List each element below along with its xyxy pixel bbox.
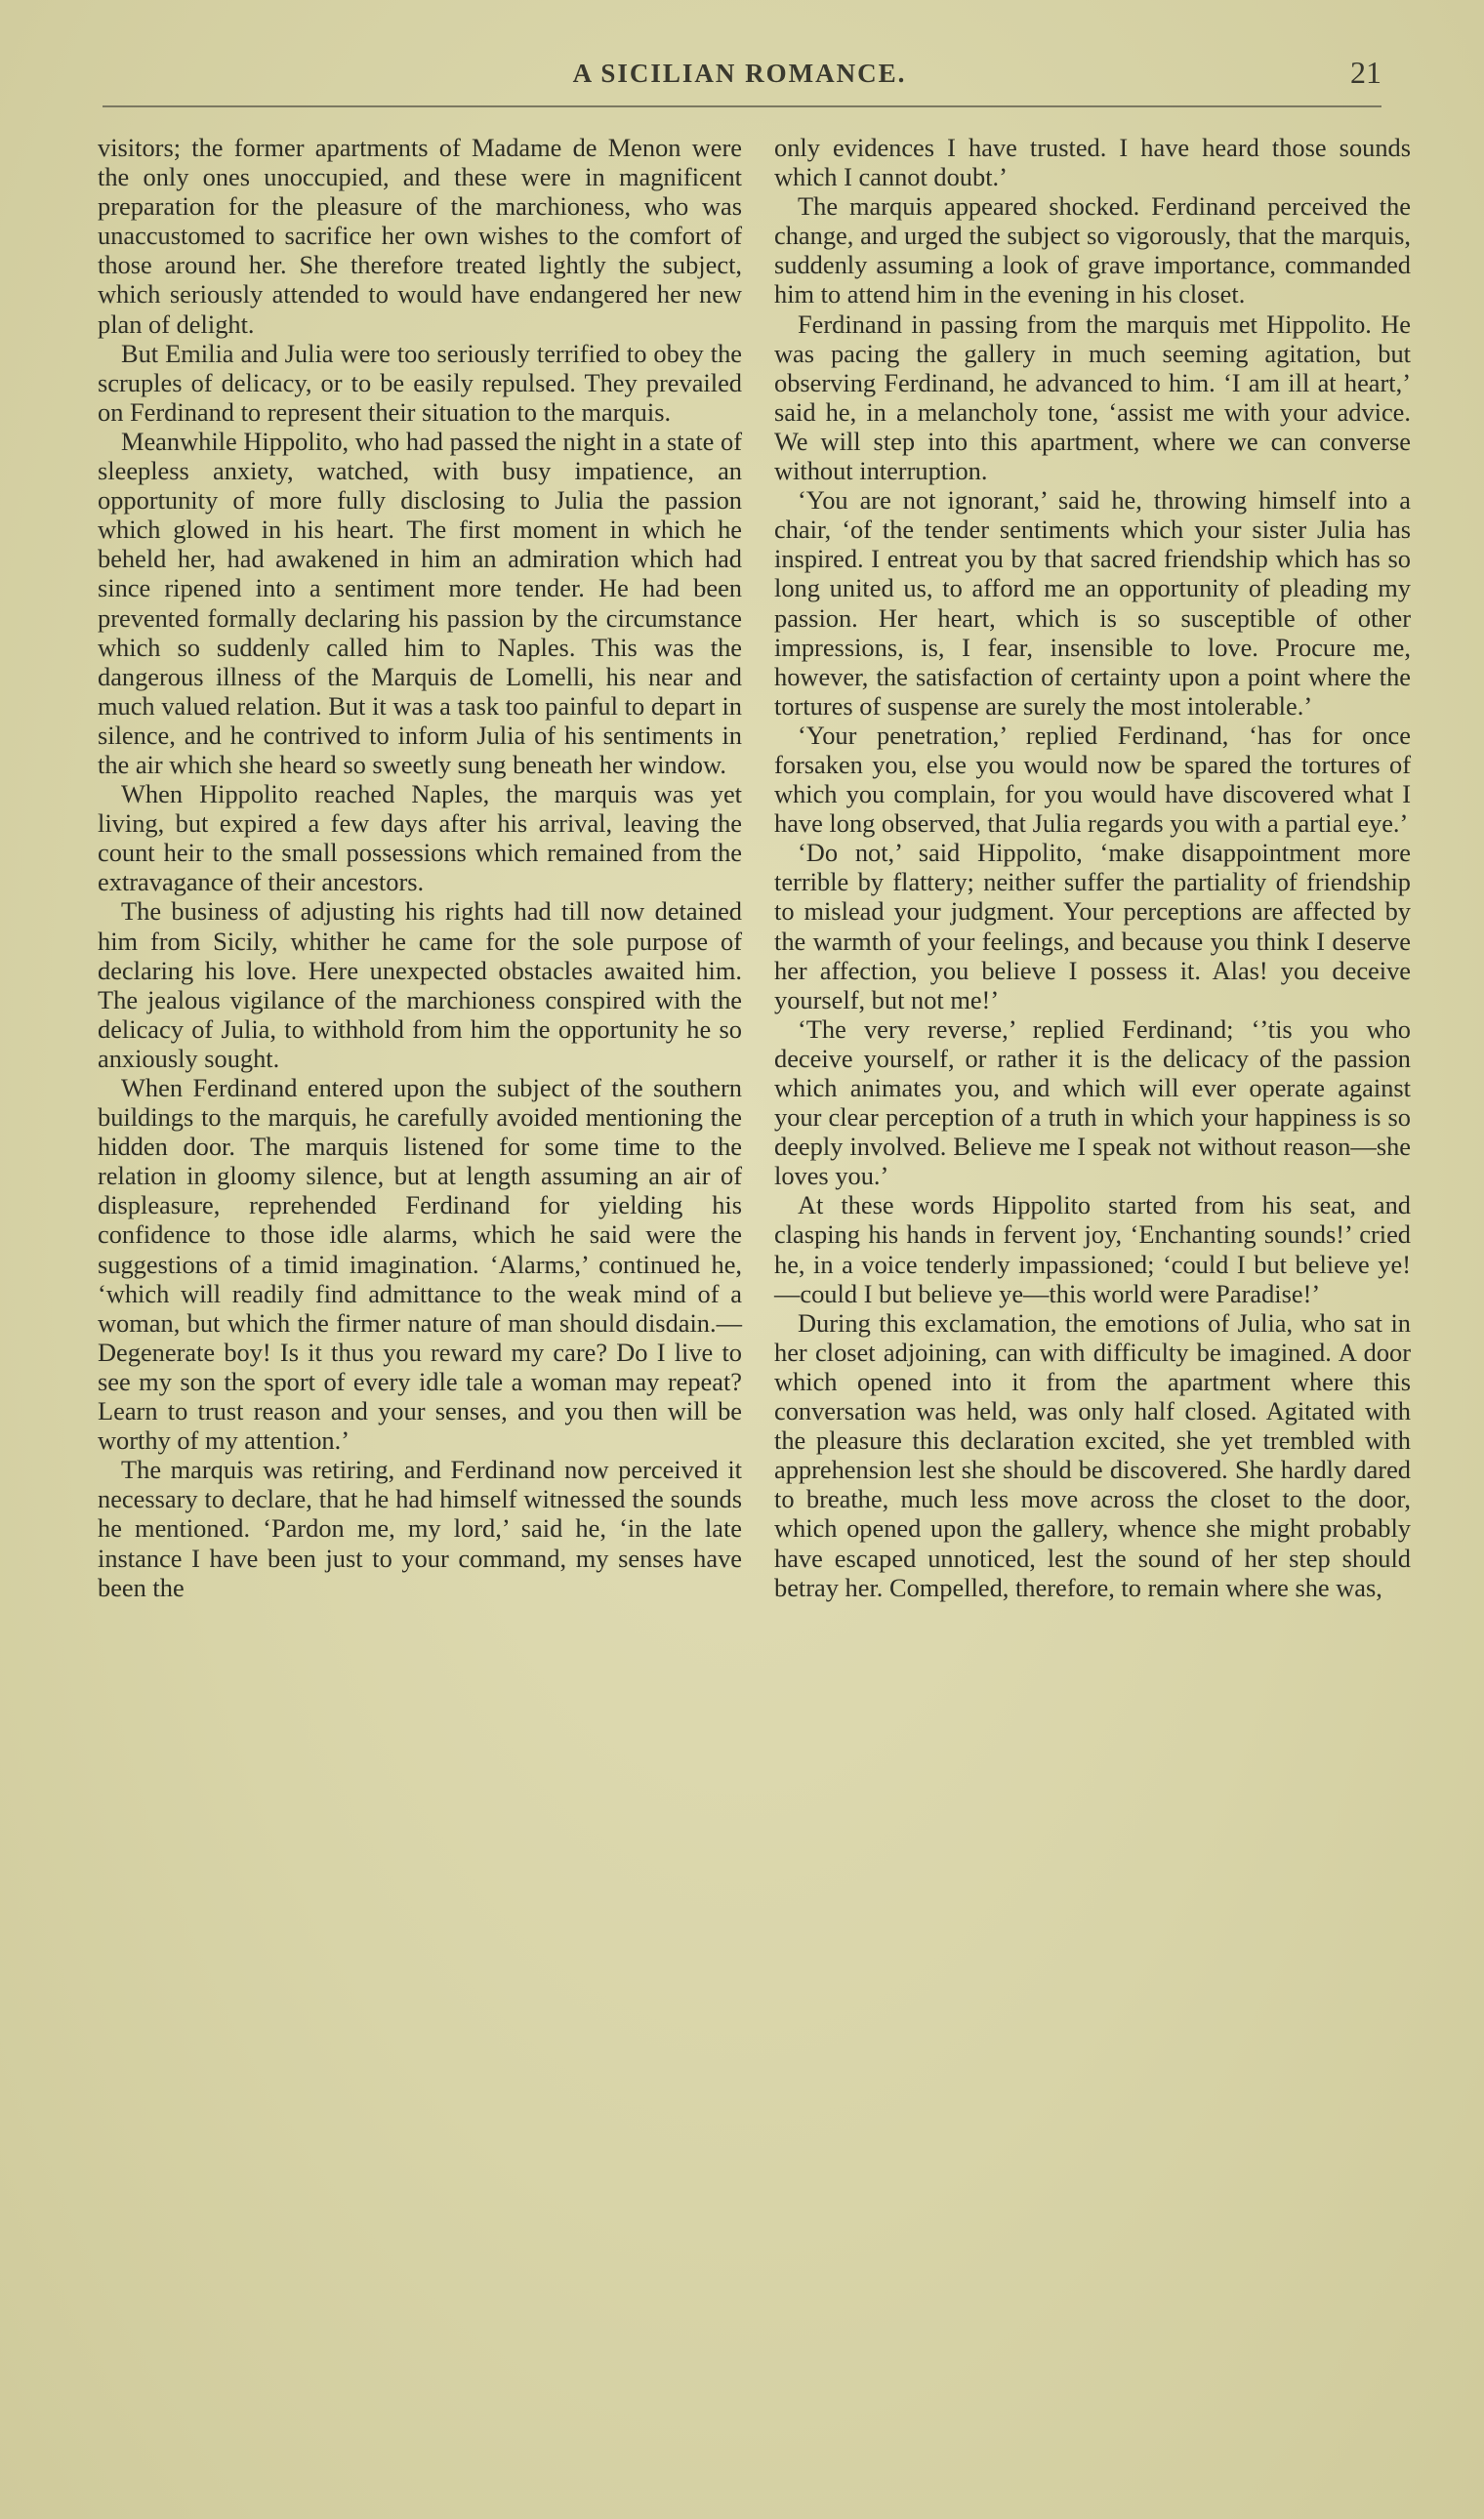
paragraph: visitors; the former apartments of Madame de Menon were the only ones unoccupied, and these were in magnificent preparation for the pleasure of the marchioness, who was unaccustomed to sacrifice her own wishes to the comfort of those around her. She therefore treated lightly the subject, which seriously attended to would have endangered her new plan of delight. [98,133,742,339]
paragraph: ‘Your penetration,’ replied Ferdinand, ‘has for once forsaken you, else you would now be spared the tortures of which you complain, for you would have discovered what I have long observed, that Julia regards you with a partial eye.’ [774,720,1411,839]
paragraph: When Hippolito reached Naples, the marquis was yet living, but expired a few days after his arrival, leaving the count heir to the small possessions which remained from the extravagance of their ancestors. [98,779,742,897]
paragraph: During this exclamation, the emotions of Julia, who sat in her closet adjoining, can with difficulty be imagined. A door which opened into it from the apartment where this conversation was held, was only half closed. Agitated with the pleasure this declaration excited, she yet trembled with apprehension lest she should be discovered. She hardly dared to breathe, much less move across the closet to the door, which opened upon the gallery, whence she might probably have escaped unnoticed, lest the sound of her step should betray her. Compelled, therefore, to remain where she was, [774,1307,1411,1602]
paragraph: ‘Do not,’ said Hippolito, ‘make disappointment more terrible by flattery; neither suffer the partiality of friendship to mislead your judgment. Your perceptions are affected by the warmth of your feelings, and because you think I deserve her affection, you believe I possess it. Alas! you deceive yourself, but not me!’ [774,838,1411,1014]
paragraph: At these words Hippolito started from his seat, and clasping his hands in fervent joy, ‘Enchanting sounds!’ cried he, in a voice tenderly impassioned; ‘could I but believe ye!—could I but believe ye—this world were Paradise!’ [774,1190,1411,1308]
page-number: 21 [1350,55,1381,90]
paragraph: ‘The very reverse,’ replied Ferdinand; ‘’tis you who deceive yourself, or rather it is the delicacy of the passion which animates you, and which will ever operate against your clear perception of a truth in which your happiness is so deeply involved. Believe me I speak not without reason—she loves you.’ [774,1013,1411,1191]
left-column [98,133,742,1602]
paragraph: The business of adjusting his rights had till now detained him from Sicily, whither he came for the sole purpose of declaring his love. Here unexpected obstacles awaited him. The jealous vigilance of the marchioness conspired with the delicacy of Julia, to withhold from him the opportunity he so anxiously sought. [98,896,742,1073]
paragraph: The marquis appeared shocked. Ferdinand perceived the change, and urged the subject so vigorously, that the marquis, suddenly assuming a look of grave importance, commanded him to attend him in the evening in his closet. [774,191,1411,310]
paragraph: The marquis was retiring, and Ferdinand now perceived it necessary to declare, that he had himself witnessed the sounds he mentioned. ‘Pardon me, my lord,’ said he, ‘in the late instance I have been just to your command, my senses have been the [98,1455,742,1602]
paragraph: only evidences I have trusted. I have heard those sounds which I cannot doubt.’ [774,133,1411,192]
paragraph: ‘You are not ignorant,’ said he, throwing himself into a chair, ‘of the tender sentiments which your sister Julia has inspired. I entreat you by that sacred friendship which has so long united us, to afford me an opportunity of pleading my passion. Her heart, which is so susceptible of other impressions, is, I fear, insensible to love. Procure me, however, the satisfaction of certainty upon a point where the tortures of suspense are surely the most intolerable.’ [774,485,1411,721]
right-column [774,133,1411,1602]
paragraph: But Emilia and Julia were too seriously terrified to obey the scruples of delicacy, or to be easily repulsed. They prevailed on Ferdinand to represent their situation to the marquis. [98,338,742,427]
paragraph: Meanwhile Hippolito, who had passed the night in a state of sleepless anxiety, watched, with busy impatience, an opportunity of more fully disclosing to Julia the passion which glowed in his heart. The first moment in which he beheld her, had awakened in him an admiration which had since ripened into a sentiment more tender. He had been prevented formally declaring his passion by the circumstance which so suddenly called him to Naples. This was the dangerous illness of the Marquis de Lomelli, his near and much valued relation. But it was a task too painful to depart in silence, and he contrived to inform Julia of his sentiments in the air which she heard so sweetly sung beneath her window. [98,426,742,779]
page-header [98,55,1381,94]
header-rule [103,105,1381,107]
paragraph: When Ferdinand entered upon the subject of the southern buildings to the marquis, he carefully avoided mentioning the hidden door. The marquis listened for some time to the relation in gloomy silence, but at length assuming an air of displeasure, reprehended Ferdinand for yielding his confidence to those idle alarms, which he said were the suggestions of a timid imagination. ‘Alarms,’ continued he, ‘which will readily find admittance to the weak mind of a woman, but which the firmer nature of man should disdain.—Degenerate boy! Is it thus you reward my care? Do I live to see my son the sport of every idle tale a woman may repeat? Learn to trust reason and your senses, and you then will be worthy of my attention.’ [98,1073,742,1456]
paragraph: Ferdinand in passing from the marquis met Hippolito. He was pacing the gallery in much seeming agitation, but observing Ferdinand, he advanced to him. ‘I am ill at heart,’ said he, in a melancholy tone, ‘assist me with your advice. We will step into this apartment, where we can converse without interruption. [774,309,1411,486]
running-title: A SICILIAN ROMANCE. [572,59,907,88]
